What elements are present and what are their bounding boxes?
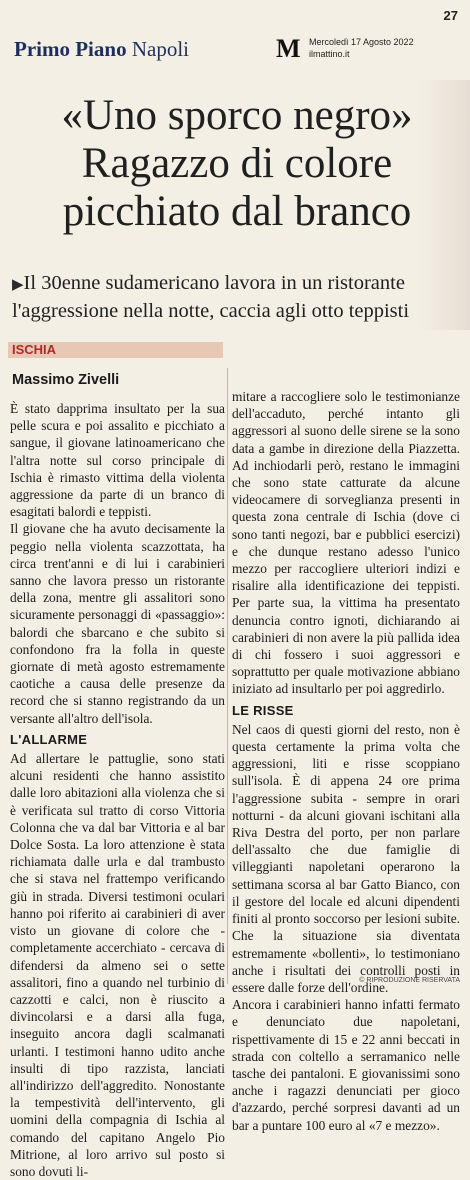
paragraph: Nel caos di questi giorni del resto, non è questa certamente la prima volta che aggressioni, liti e risse scoppiano sull'isola. È di appena 24 ore prima l'aggressione subita - sempre in orari notturni - da alcuni giovani ischitani alla Riva Destra del porto, per non parlare dell'assalto che due famiglie di villeggianti napoletani operarono la settimana scorsa al bar Gatto Bianco, con il gestore del locale ed alcuni dipendenti finiti al pronto soccorso per lesioni subite. Che la situazione sia diventata estremamente «bollenti», lo testimoniano anche i risultati dei controlli posti in essere dalle forze dell'ordine. (232, 721, 460, 995)
article-column-2 (232, 388, 460, 1134)
subheadline-line-1: Il 30enne sudamericano lavora in un ristorante (23, 272, 405, 294)
subheadline (12, 270, 462, 324)
article-column-1 (10, 400, 225, 1180)
location-tag-label: ISCHIA (12, 342, 57, 357)
triangle-bullet-icon: ▶ (12, 277, 24, 293)
author-byline: Massimo Zivelli (12, 372, 120, 388)
paragraph: Il giovane che ha avuto decisamente la peggio nella violenta scazzottata, ha circa trent'anni e di lui i carabinieri sanno che lavora presso un ristorante della zona, mentre gli assalitori sono sicuramente personaggi di «passaggio»: balordi che sbarcano e che subito si confondono fra la folla in queste giornate di metà agosto estremamente caotiche a causa delle presenze da record che si stanno registrando da un versante all'altro dell'isola. (10, 521, 225, 726)
section-city: Napoli (131, 37, 189, 61)
subheadline-line-2: l'aggressione nella notte, caccia agli otto teppisti (12, 300, 410, 322)
headline-line-1: «Uno sporco negro» (61, 92, 413, 139)
paragraph: È stato dapprima insultato per la sua pelle scura e poi assalito e picchiato a sangue, il giovane latinoamericano che l'altra notte sul corso principale di Ischia è rimasto vittima della violenta aggressione da parte di un branco di esagitati balordi e teppisti. (10, 401, 225, 520)
section-primary: Primo Piano (14, 37, 127, 61)
newspaper-logo: M (276, 34, 301, 63)
column-divider (227, 368, 228, 984)
paragraph: mitare a raccogliere solo le testimonianze dell'accaduto, perché intanto gli aggressori al suono delle sirene se la sono data a gambe in direzione della Piazzetta. Ad inchiodarli però, restano le immagini che sono state catturate da alcune videocamere di sorveglianza presenti in questa zona centrale di Ischia (dove ci sono tanti negozi, bar e pubblici esercizi) e che dunque restano adesso l'unico mezzo per raccogliere ulteriori indizi e risalire alla identificazione dei teppisti. Per parte sua, la vittima ha presentato denuncia contro ignoti, dichiarando ai carabinieri di non avere la più pallida idea di chi fossero i suoi aggressori e soprattutto per quale motivazione abbiano iniziato ad insultarlo per poi aggredirlo. (232, 389, 460, 697)
copyright-notice: © RIPRODUZIONE RISERVATA (359, 977, 460, 984)
subheading: L'ALLARME (10, 731, 88, 747)
headline-line-3: picchiato dal branco (62, 188, 412, 235)
location-tag (8, 342, 223, 358)
subheading: LE RISSE (232, 702, 294, 718)
website: ilmattino.it (309, 49, 350, 59)
paragraph: Ancora i carabinieri hanno infatti fermato e denunciato due napoletani, rispettivamente di 15 e 22 anni beccati in strada con coltello a serramanico nelle tasche dei pantaloni. E giovanissimi sono anche i ragazzi denunciati per gioco d'azzardo, perché sorpresi davanti ad un bar a puntare 100 euro al «7 e mezzo». (232, 997, 460, 1133)
publication-date: Mercoledì 17 Agosto 2022 (309, 37, 414, 47)
page-number: 27 (443, 8, 458, 23)
dateline (309, 36, 414, 60)
section-title (14, 38, 189, 60)
headline-line-2: Ragazzo di colore (81, 140, 393, 187)
headline (14, 92, 460, 236)
page-header (14, 28, 460, 70)
paragraph: Ad allertare le pattuglie, sono stati alcuni residenti che hanno assistito dalle loro abitazioni alla violenza che si è verificata sul tratto di corso Vittoria Colonna che va dal bar Vittoria e al bar Dolce Sosta. La loro attenzione è stata richiamata dalle urla e dal trambusto che si stava nel frattempo verificando giù in strada. Diversi testimoni oculari hanno poi riferito ai carabinieri di aver visto un giovane di colore che - completamente accerchiato - cercava di difendersi da almeno sei o sette assalitori, fino a quando nel turbinio di cazzotti e calci, non è riuscito a divincolarsi e a darsi alla fuga, inseguito ancora dagli scalmanati urlanti. I testimoni hanno udito anche insulti di tipo razzista, lanciati all'indirizzo dell'aggredito. Nonostante la tempestività dell'intervento, gli uomini della compagnia di Ischia al comando del capitano Angelo Pio Mitrione, al loro arrivo sul posto si sono dovuti li- (10, 751, 225, 1179)
